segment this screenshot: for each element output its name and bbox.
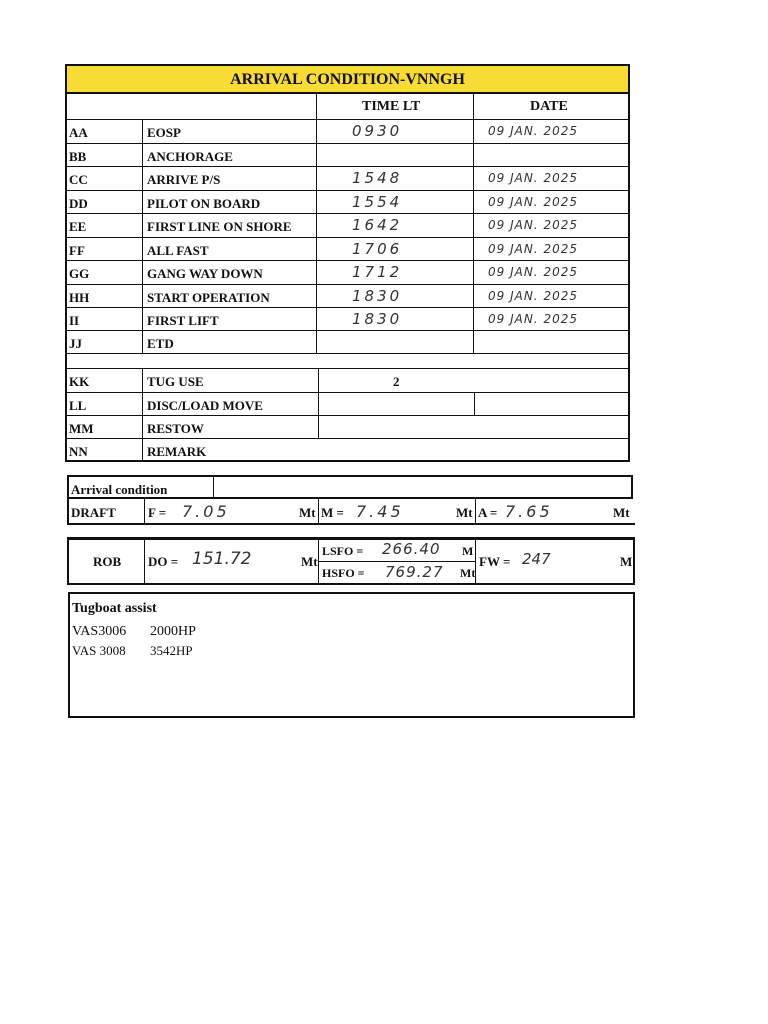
event-label: EOSP — [147, 125, 181, 140]
do-label: DO = — [148, 554, 179, 569]
event-date: 09 JAN. 2025 — [488, 265, 578, 279]
event-date: 09 JAN. 2025 — [488, 218, 578, 232]
ops-value: 2 — [393, 374, 400, 389]
tugboat-name: VAS 3008 — [72, 643, 126, 658]
draft-aft-label: A = — [478, 505, 498, 520]
ops-code: NN — [69, 444, 88, 459]
event-time: 1712 — [352, 263, 403, 281]
rob-label: ROB — [93, 554, 122, 569]
hsfo-value: 769.27 — [385, 563, 444, 581]
event-date: 09 JAN. 2025 — [488, 242, 578, 256]
fw-label: FW = — [479, 554, 511, 569]
tugboat-name: VAS3006 — [72, 624, 127, 639]
event-time: 1830 — [352, 310, 403, 328]
hsfo-label: HSFO = — [322, 566, 365, 580]
tugboat-title: Tugboat assist — [72, 601, 157, 616]
event-label: GANG WAY DOWN — [147, 266, 263, 281]
event-code: JJ — [69, 336, 82, 351]
event-label: PILOT ON BOARD — [147, 196, 261, 211]
draft-mid-value: 7.45 — [356, 502, 404, 521]
ops-label: REMARK — [147, 444, 207, 459]
fw-unit: M — [620, 554, 633, 569]
event-code: HH — [69, 290, 90, 305]
draft-fwd-value: 7.05 — [182, 502, 230, 521]
ops-label: DISC/LOAD MOVE — [147, 398, 263, 413]
event-date: 09 JAN. 2025 — [488, 289, 578, 303]
event-date: 09 JAN. 2025 — [488, 124, 578, 138]
ops-code: KK — [69, 374, 90, 389]
ops-code: MM — [69, 421, 94, 436]
event-label: ANCHORAGE — [147, 149, 233, 164]
header-date: DATE — [530, 99, 568, 114]
lsfo-unit: M — [462, 544, 474, 558]
event-time: 1830 — [352, 287, 403, 305]
ops-code: LL — [69, 398, 87, 413]
event-time: 1706 — [352, 240, 403, 258]
ops-label: RESTOW — [147, 421, 204, 436]
event-label: ETD — [147, 336, 174, 351]
fw-value: 247 — [522, 550, 551, 568]
tugboat-power: 2000HP — [150, 624, 196, 639]
draft-aft-value: 7.65 — [505, 502, 553, 521]
do-value: 151.72 — [192, 549, 252, 569]
lsfo-label: LSFO = — [322, 544, 364, 558]
event-code: EE — [69, 219, 87, 234]
arrival-condition-label: Arrival condition — [71, 482, 168, 497]
event-label: FIRST LINE ON SHORE — [147, 219, 292, 234]
draft-fwd-label: F = — [148, 505, 167, 520]
event-code: DD — [69, 196, 88, 211]
event-time: 1554 — [352, 193, 403, 211]
tugboat-power: 3542HP — [150, 643, 193, 658]
event-label: ARRIVE P/S — [147, 172, 221, 187]
event-label: FIRST LIFT — [147, 313, 219, 328]
event-code: BB — [69, 149, 87, 164]
form-title: ARRIVAL CONDITION-VNNGH — [65, 64, 630, 94]
event-code: II — [69, 313, 80, 328]
event-time: 1548 — [352, 169, 403, 187]
event-time: 0930 — [352, 122, 403, 140]
draft-label: DRAFT — [71, 505, 116, 520]
event-code: GG — [69, 266, 90, 281]
event-date: 09 JAN. 2025 — [488, 195, 578, 209]
do-unit: Mt — [301, 554, 318, 569]
header-time: TIME LT — [362, 99, 421, 114]
draft-mid-label: M = — [321, 505, 344, 520]
event-label: ALL FAST — [147, 243, 209, 258]
event-time: 1642 — [352, 216, 403, 234]
draft-aft-unit: Mt — [613, 505, 630, 520]
ops-label: TUG USE — [147, 374, 204, 389]
draft-mid-unit: Mt — [456, 505, 473, 520]
event-date: 09 JAN. 2025 — [488, 312, 578, 326]
draft-fwd-unit: Mt — [299, 505, 316, 520]
event-code: AA — [69, 125, 88, 140]
hsfo-unit: Mt — [460, 566, 475, 580]
event-code: CC — [69, 172, 88, 187]
lsfo-value: 266.40 — [382, 540, 441, 558]
event-label: START OPERATION — [147, 290, 270, 305]
event-code: FF — [69, 243, 85, 258]
event-date: 09 JAN. 2025 — [488, 171, 578, 185]
